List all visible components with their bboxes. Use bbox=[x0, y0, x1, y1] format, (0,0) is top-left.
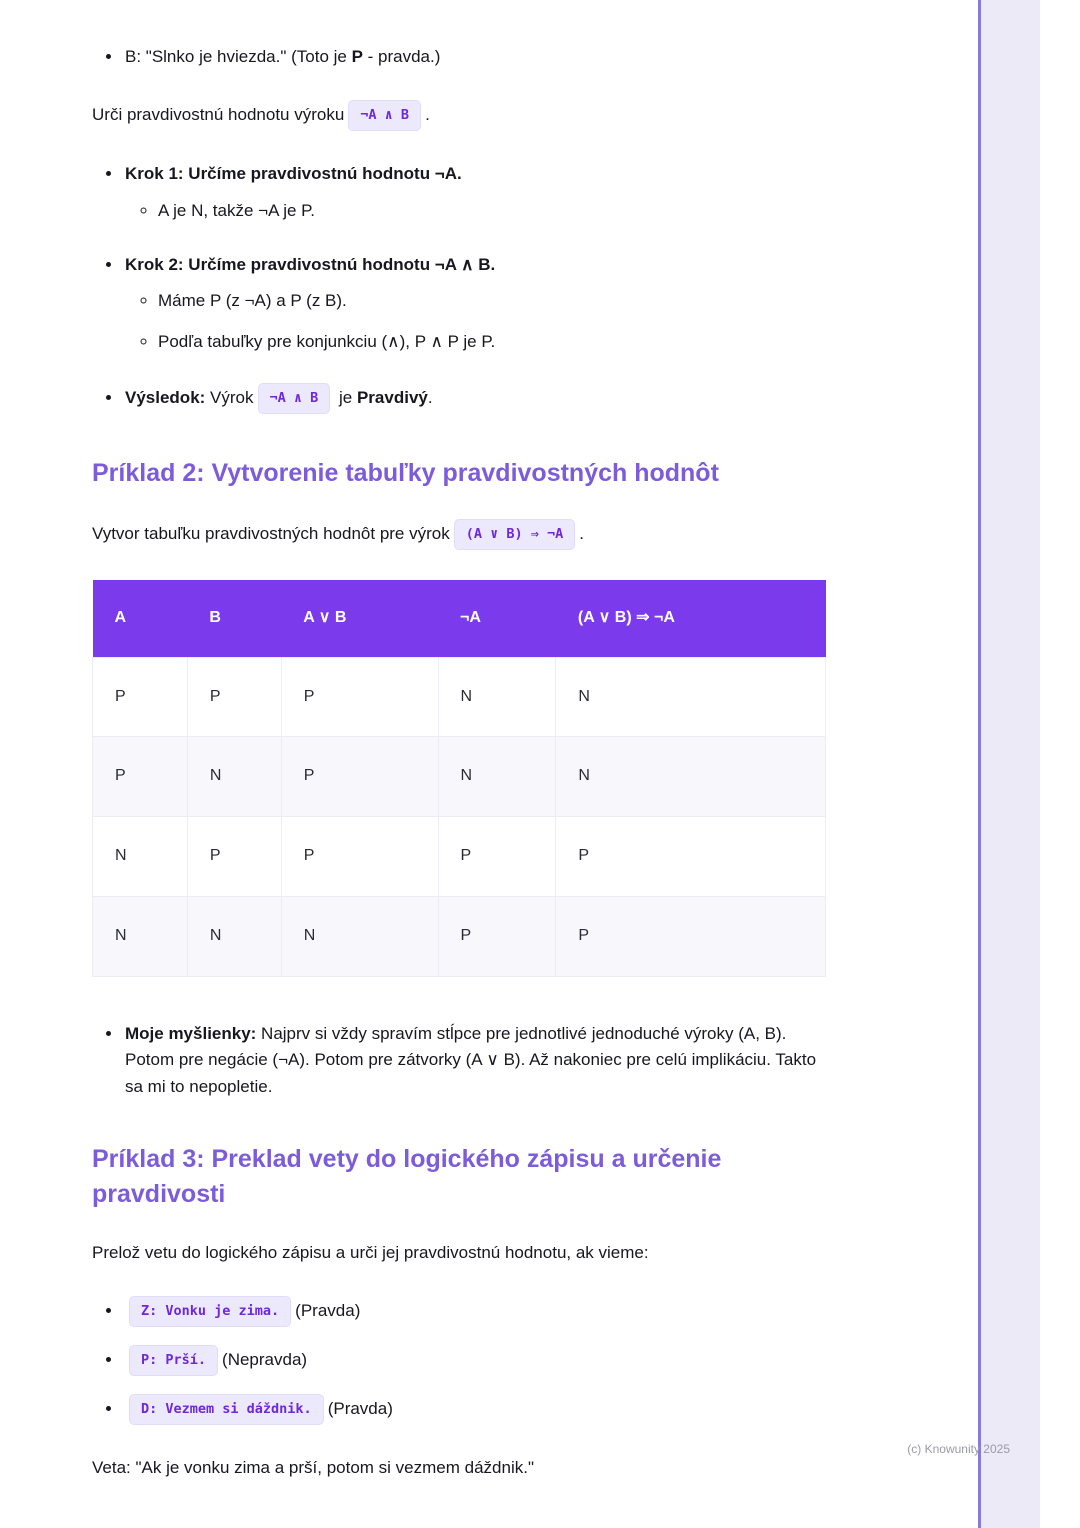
statement-chip: D: Vezmem si dáždnik. bbox=[129, 1394, 324, 1425]
text-segment: A je N, takže ¬A je P. bbox=[158, 200, 316, 220]
text-segment: Podľa tabuľky pre konjunkciu (∧), P ∧ P je P. bbox=[158, 331, 496, 351]
table-cell: P bbox=[556, 817, 826, 897]
table-cell: N bbox=[556, 657, 826, 737]
list-item-step-2 bbox=[123, 252, 826, 355]
text-segment: . bbox=[579, 523, 585, 543]
formula-chip: ¬A ∧ B bbox=[258, 383, 331, 414]
table-cell: N bbox=[187, 897, 281, 977]
formula-chip: ¬A ∧ B bbox=[348, 100, 421, 131]
text-segment: (Pravda) bbox=[295, 1301, 361, 1321]
text-segment: - pravda.) bbox=[362, 47, 441, 66]
list-item-definition bbox=[123, 1296, 826, 1327]
section-heading-example-3: Príklad 3: Preklad vety do logického zápisu a určenie pravdivosti bbox=[92, 1144, 722, 1208]
bold-text: Výsledok: bbox=[125, 387, 206, 407]
step-title: Krok 1: Určíme pravdivostnú hodnotu ¬A. bbox=[125, 164, 462, 184]
bold-text: Moje myšlienky: bbox=[125, 1023, 257, 1043]
table-row bbox=[93, 737, 826, 817]
sub-list-item bbox=[158, 198, 826, 224]
table-cell: P bbox=[93, 737, 188, 817]
table-cell: P bbox=[187, 817, 281, 897]
table-cell: N bbox=[93, 817, 188, 897]
bold-text: Pravdivý bbox=[356, 387, 428, 407]
table-cell: P bbox=[438, 897, 556, 977]
table-cell: P bbox=[281, 737, 438, 817]
text-segment: . bbox=[425, 105, 430, 125]
table-header-cell: ¬A bbox=[438, 580, 556, 657]
table-cell: N bbox=[556, 737, 826, 817]
intro-paragraph: Prelož vetu do logického zápisu a urči jej pravdivostnú hodnotu, ak vieme: bbox=[92, 1242, 649, 1262]
definitions-list bbox=[92, 1296, 826, 1425]
statement-chip: Z: Vonku je zima. bbox=[129, 1296, 291, 1327]
steps-list bbox=[92, 161, 826, 414]
table-cell: P bbox=[438, 817, 556, 897]
sub-list-item bbox=[158, 329, 826, 355]
truth-table-body bbox=[93, 657, 826, 976]
task-paragraph bbox=[92, 519, 826, 550]
task-paragraph bbox=[92, 100, 826, 131]
document-content bbox=[92, 44, 826, 1511]
table-cell: P bbox=[187, 657, 281, 737]
table-cell: P bbox=[93, 657, 188, 737]
text-segment: Najprv si vždy spravím stĺpce pre jednotlivé jednoduché výroky (A, B). Potom pre negácie (¬A). Potom pre zátvorky (A ∨ B). Až nakoniec pre celú implikáciu. Takto sa mi to nepopletie. bbox=[125, 1023, 817, 1096]
note-list bbox=[92, 1021, 826, 1100]
table-cell: P bbox=[556, 897, 826, 977]
table-cell: P bbox=[281, 817, 438, 897]
text-segment: Urči pravdivostnú hodnotu výroku bbox=[92, 105, 345, 125]
statement-chip: P: Prší. bbox=[129, 1345, 218, 1376]
section-heading-example-2: Príklad 2: Vytvorenie tabuľky pravdivostných hodnôt bbox=[92, 458, 719, 487]
table-header-cell: (A ∨ B) ⇒ ¬A bbox=[556, 580, 826, 657]
statement-list bbox=[92, 44, 826, 70]
table-header-cell: A ∨ B bbox=[281, 580, 438, 657]
formula-chip: (A ∨ B) ⇒ ¬A bbox=[454, 519, 576, 550]
text-segment: (Pravda) bbox=[327, 1399, 393, 1419]
sentence-paragraph: Veta: "Ak je vonku zima a prší, potom si vezmem dáždnik." bbox=[92, 1457, 534, 1477]
bold-text: P bbox=[351, 47, 363, 66]
table-header-cell: A bbox=[93, 580, 188, 657]
list-item-result bbox=[123, 383, 826, 414]
sub-list bbox=[125, 288, 826, 355]
copyright-footer: (c) Knowunity 2025 bbox=[907, 1442, 1010, 1456]
text-segment: (Nepravda) bbox=[222, 1350, 308, 1370]
sub-list bbox=[125, 198, 826, 224]
step-title: Krok 2: Určíme pravdivostnú hodnotu ¬A ∧ B. bbox=[125, 254, 496, 274]
list-item-definition bbox=[123, 1345, 826, 1376]
text-segment: B: "Slnko je hviezda." (Toto je bbox=[125, 47, 352, 66]
table-row bbox=[93, 897, 826, 977]
truth-table bbox=[92, 580, 826, 977]
table-row bbox=[93, 817, 826, 897]
text-segment: je bbox=[334, 387, 357, 407]
truth-table-header bbox=[93, 580, 826, 657]
text-segment: Výrok bbox=[205, 387, 254, 407]
list-item-note bbox=[123, 1021, 826, 1100]
text-segment: . bbox=[427, 387, 433, 407]
table-cell: N bbox=[438, 737, 556, 817]
table-row bbox=[93, 657, 826, 737]
table-cell: N bbox=[281, 897, 438, 977]
table-cell: N bbox=[93, 897, 188, 977]
list-item-statement-b bbox=[123, 44, 826, 70]
table-header-row bbox=[93, 580, 826, 657]
table-cell: N bbox=[187, 737, 281, 817]
page-edge-decoration bbox=[978, 0, 1040, 1528]
list-item-definition bbox=[123, 1394, 826, 1425]
list-item-step-1 bbox=[123, 161, 826, 224]
table-header-cell: B bbox=[187, 580, 281, 657]
table-cell: N bbox=[438, 657, 556, 737]
table-cell: P bbox=[281, 657, 438, 737]
text-segment: Vytvor tabuľku pravdivostných hodnôt pre výrok bbox=[92, 523, 450, 543]
sub-list-item bbox=[158, 288, 826, 314]
text-segment: Máme P (z ¬A) a P (z B). bbox=[158, 291, 347, 311]
